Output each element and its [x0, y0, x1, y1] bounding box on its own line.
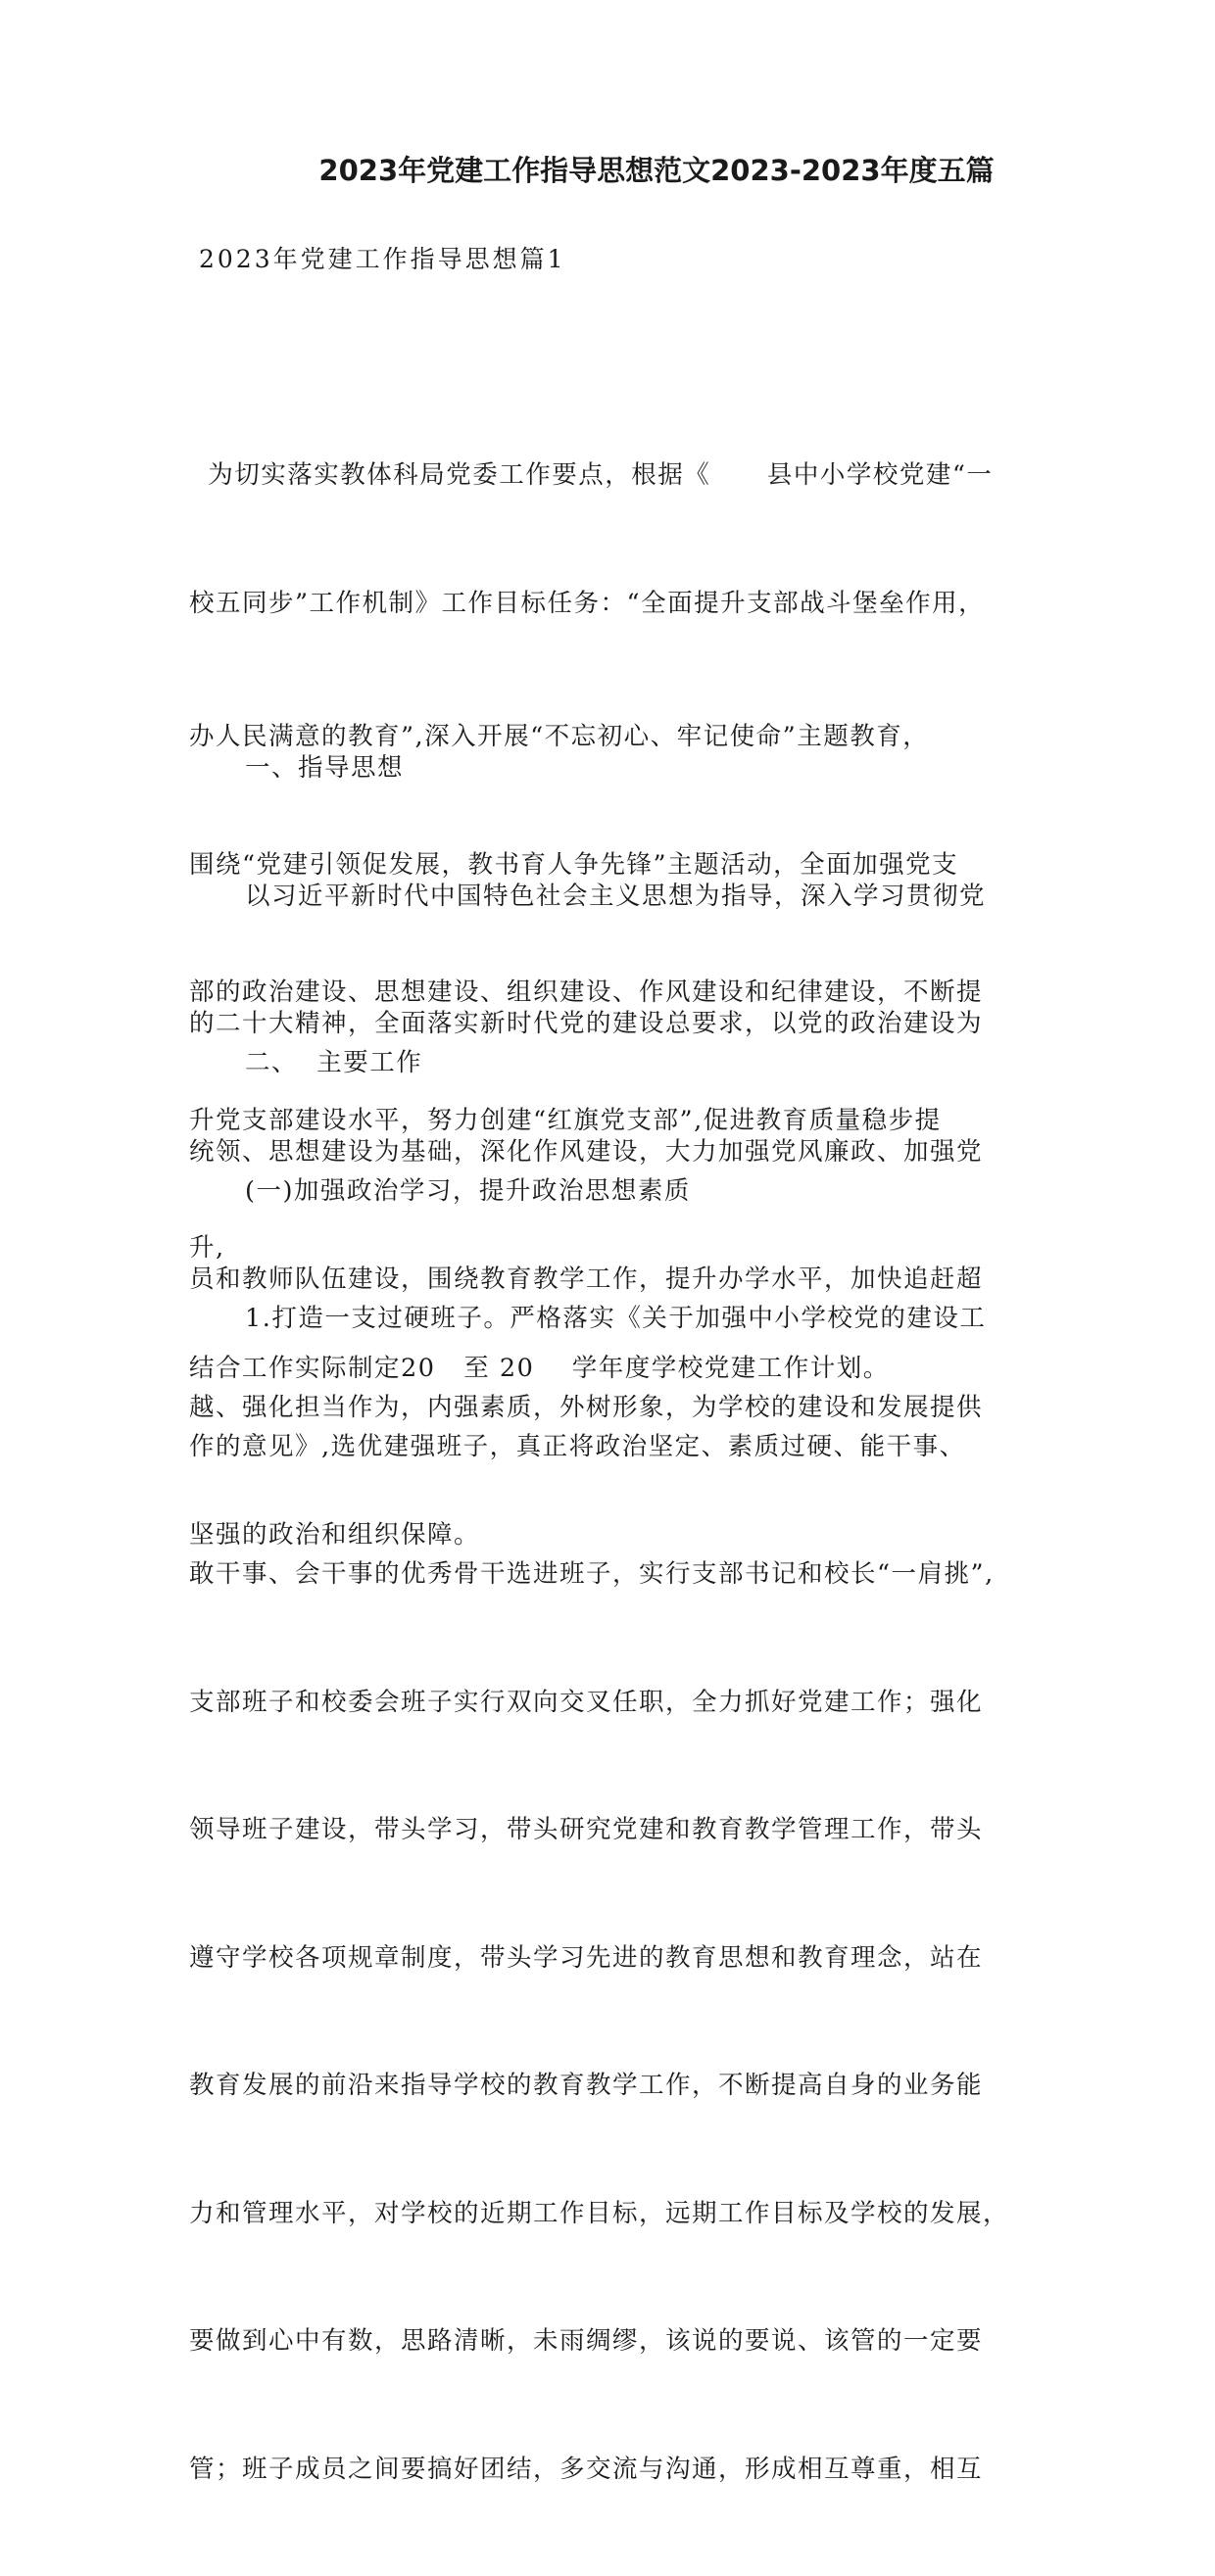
intro-line: 结合工作实际制定20 至 20 学年度学校党建工作计划。	[189, 1354, 890, 1383]
section-line: 统领、思想建设为基础，深化作风建设，大力加强党风廉政、加强党	[189, 1136, 984, 1167]
subsection-heading: (一)加强政治学习，提升政治思想素质	[245, 1175, 691, 1206]
section-line: 敢干事、会干事的优秀骨干选进班子，实行支部书记和校长“一肩挑”,	[189, 1559, 995, 1589]
section-line: 支部班子和校委会班子实行双向交叉任职，全力抓好党建工作；强化	[189, 1687, 984, 1717]
intro-line: 为切实落实教体科局党委工作要点，根据《 县中小学校党建“一	[189, 460, 994, 490]
section-line: 坚强的政治和组织保障。	[189, 1520, 481, 1550]
section-line: 领导班子建设，带头学习，带头研究党建和教育教学管理工作，带头	[189, 1815, 984, 1844]
section-line: 力和管理水平，对学校的近期工作目标，远期工作目标及学校的发展，	[189, 2198, 1010, 2228]
section-line: 教育发展的前沿来指导学校的教育教学工作，不断提高自身的业务能	[189, 2071, 984, 2100]
intro-line: 部的政治建设、思想建设、组织建设、作风建设和纪律建设，不断提	[189, 978, 984, 1007]
section-line: 以习近平新时代中国特色社会主义思想为指导，深入学习贯彻党	[245, 881, 987, 911]
document-title: 2023年党建工作指导思想范文2023-2023年度五篇	[318, 154, 995, 187]
intro-line: 升,	[189, 1233, 225, 1263]
section-line: 1.打造一支过硬班子。严格落实《关于加强中小学校党的建设工	[245, 1304, 987, 1333]
intro-line: 办人民满意的教育”,深入开展“不忘初心、牢记使命”主题教育，	[189, 722, 930, 751]
section-line: 员和教师队伍建设，围绕教育教学工作，提升办学水平，加快追赶超	[189, 1264, 984, 1294]
section-line: 越、强化担当作为，内强素质，外树形象，为学校的建设和发展提供	[189, 1392, 984, 1422]
section-heading: 二、 主要工作	[245, 1048, 423, 1077]
section-line: 要做到心中有数，思路清晰，未雨绸缪，该说的要说、该管的一定要	[189, 2326, 984, 2356]
section-line: 管；班子成员之间要搞好团结，多交流与沟通，形成相互尊重，相互	[189, 2454, 984, 2484]
section-main-work	[189, 941, 1051, 2576]
document-subtitle: 2023年党建工作指导思想篇1	[199, 245, 566, 273]
intro-line: 围绕“党建引领促发展，教书育人争先锋”主题活动，全面加强党支	[189, 849, 959, 880]
section-line: 的二十大精神，全面落实新时代党的建设总要求，以党的政治建设为	[189, 1009, 984, 1038]
intro-line: 校五同步”工作机制》工作目标任务：“全面提升支部战斗堡垒作用，	[189, 588, 986, 618]
section-line: 作的意见》,选优建强班子，真正将政治坚定、素质过硬、能干事、	[189, 1431, 966, 1461]
section-line: 遵守学校各项规章制度，带头学习先进的教育思想和教育理念，站在	[189, 1942, 984, 1973]
intro-line: 升党支部建设水平，努力创建“红旗党支部”,促进教育质量稳步提	[189, 1105, 942, 1135]
section-heading: 一、指导思想	[245, 753, 405, 783]
